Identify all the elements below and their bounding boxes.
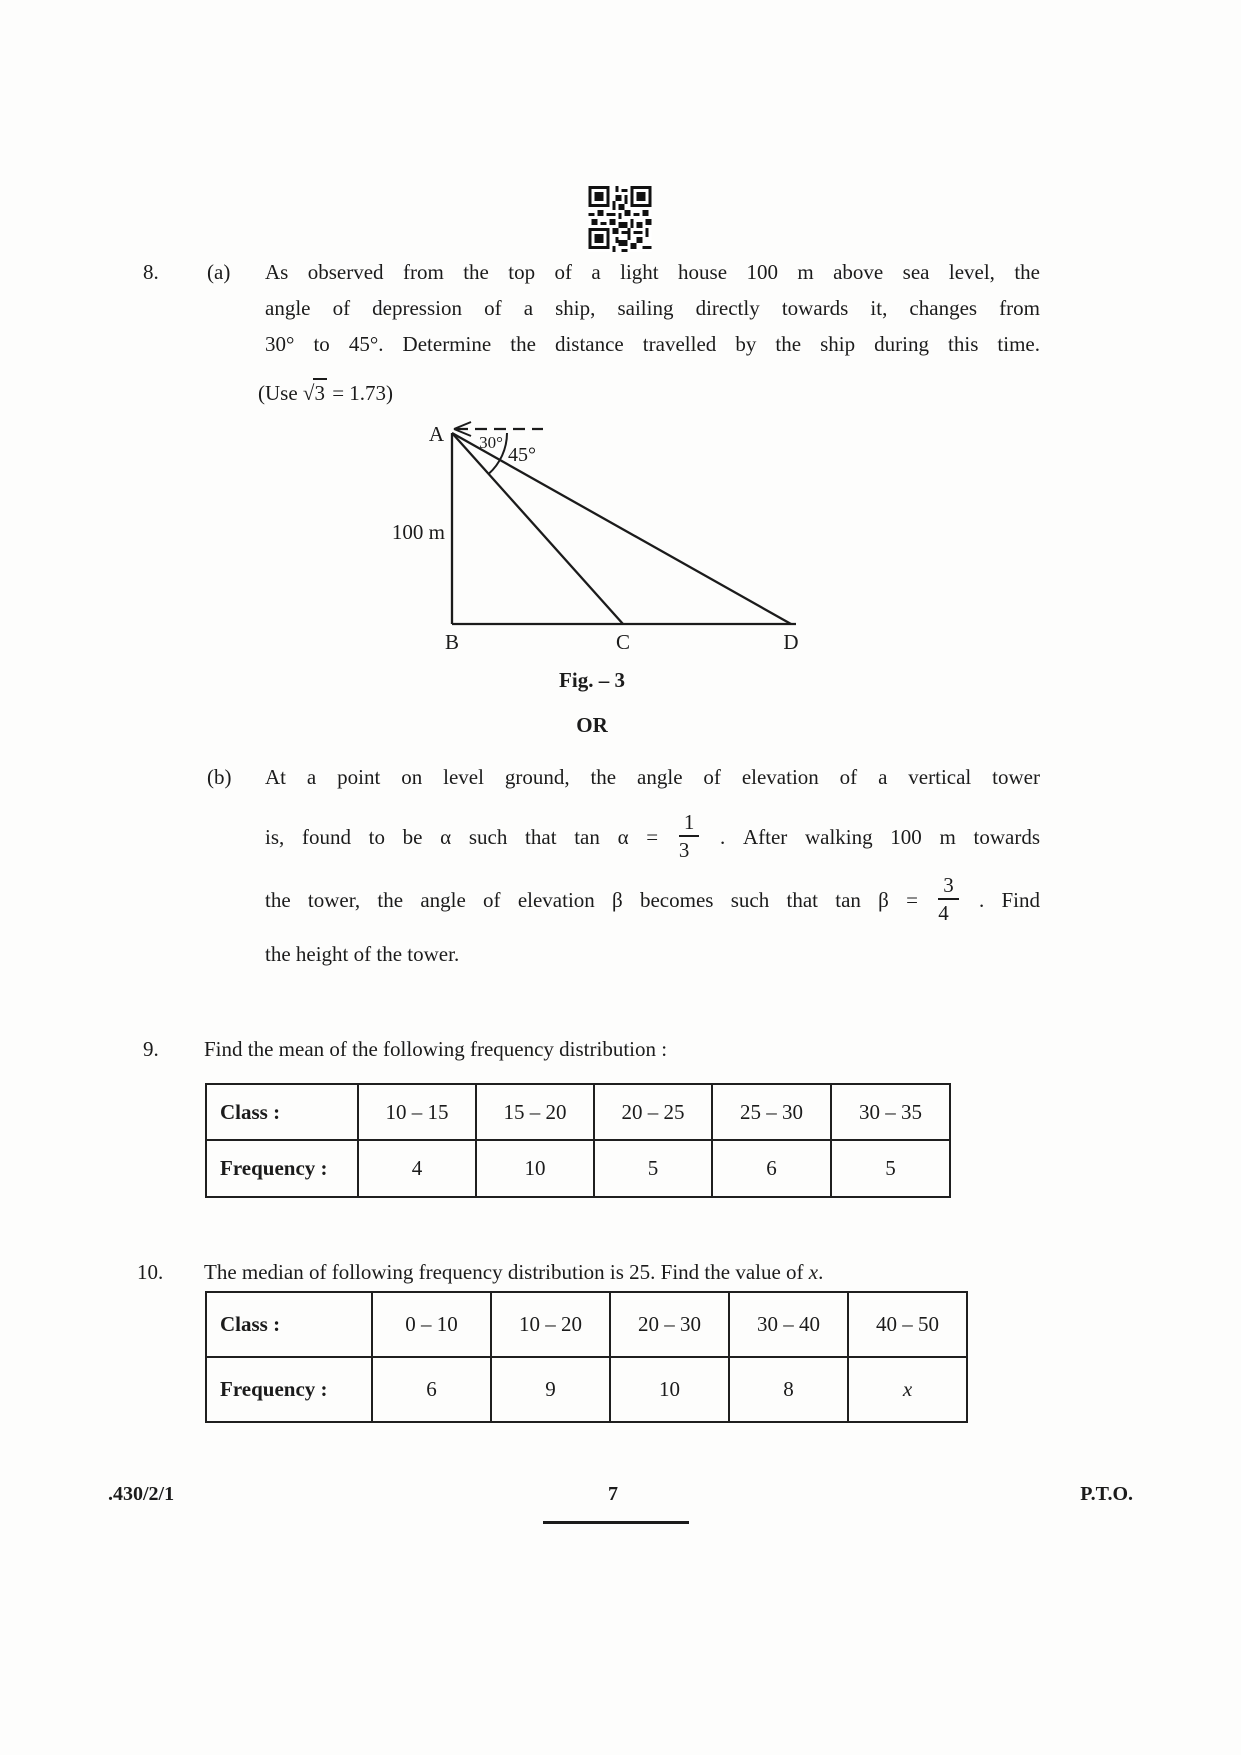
qr-code (588, 186, 652, 252)
table-header-frequency: Frequency : (206, 1140, 358, 1197)
point-label-d: D (783, 630, 799, 654)
table-cell: 0 – 10 (372, 1292, 491, 1357)
page-number: 7 (608, 1483, 618, 1505)
sight-line-ad (452, 433, 791, 624)
question-8b-line2: is, found to be α such that tan α = $\frac{1}{3}$ . After walking 100 m towards (265, 810, 1041, 863)
question-8a-line2: angle of depression of a ship, sailing directly towards it, changes from (265, 296, 1040, 320)
angle-label-45: 45° (508, 444, 536, 466)
table-cell: 10 – 15 (358, 1084, 476, 1140)
table-cell: x (848, 1357, 967, 1422)
paper-code: .430/2/1 (108, 1483, 175, 1505)
table-header-class: Class : (206, 1292, 372, 1357)
table-cell: 30 – 40 (729, 1292, 848, 1357)
table-cell: 4 (358, 1140, 476, 1197)
question-9-number: 9. (143, 1037, 159, 1061)
table-cell: 9 (491, 1357, 610, 1422)
fraction-3-4: $\frac{3}{4}$ (938, 874, 959, 924)
table-header-frequency: Frequency : (206, 1357, 372, 1422)
question-8-number: 8. (143, 260, 159, 284)
fig3-diagram (330, 368, 810, 658)
question-8a-line1: As observed from the top of a light house 100 m above sea level, the (265, 260, 1040, 284)
table-cell: 6 (372, 1357, 491, 1422)
question-8b-label: (b) (207, 765, 232, 789)
table-cell: 25 – 30 (712, 1084, 831, 1140)
pto-label: P.T.O. (1080, 1483, 1133, 1505)
table-cell: 8 (729, 1357, 848, 1422)
table-header-class: Class : (206, 1084, 358, 1140)
angle-label-30: 30° (479, 433, 503, 452)
frequency-table-q9 (205, 1083, 951, 1198)
table-cell: 20 – 25 (594, 1084, 712, 1140)
question-8b-line1: At a point on level ground, the angle of elevation of a vertical tower (265, 765, 1040, 789)
table-cell: 30 – 35 (831, 1084, 950, 1140)
table-cell: 15 – 20 (476, 1084, 594, 1140)
question-10-number: 10. (137, 1260, 164, 1284)
radical-sign: √ (302, 381, 314, 405)
use-root3-note: (Use √3 = 1.73) (258, 378, 393, 408)
fraction-1-3: $\frac{1}{3}$ (679, 811, 700, 861)
variable-x: x (808, 1260, 819, 1284)
point-label-a: A (428, 422, 444, 446)
table-cell: 5 (594, 1140, 712, 1197)
question-10-text: The median of following frequency distribution is 25. Find the value of x. (204, 1260, 824, 1284)
question-8a-label: (a) (207, 260, 231, 284)
table-cell: 40 – 50 (848, 1292, 967, 1357)
sight-line-ac (452, 433, 623, 624)
question-8b-line3: the tower, the angle of elevation β becomes such that tan β = $\frac{3}{4}$ . Find (265, 873, 1041, 926)
page-number-underline (543, 1521, 689, 1524)
table-cell: 5 (831, 1140, 950, 1197)
height-label-100m: 100 m (391, 520, 445, 544)
question-8b-line4: the height of the tower. (265, 942, 460, 966)
point-label-b: B (444, 630, 460, 654)
or-divider: OR (576, 713, 608, 737)
table-cell: 10 – 20 (491, 1292, 610, 1357)
question-8a-line3: 30° to 45°. Determine the distance travelled by the ship during this time. (265, 332, 1040, 356)
point-label-c: C (615, 630, 631, 654)
question-9-text: Find the mean of the following frequency distribution : (204, 1037, 668, 1061)
table-cell: 6 (712, 1140, 831, 1197)
table-cell: 20 – 30 (610, 1292, 729, 1357)
table-cell: 10 (610, 1357, 729, 1422)
table-cell: 10 (476, 1140, 594, 1197)
frequency-table-q10 (205, 1291, 968, 1423)
figure-caption: Fig. – 3 (559, 668, 625, 692)
